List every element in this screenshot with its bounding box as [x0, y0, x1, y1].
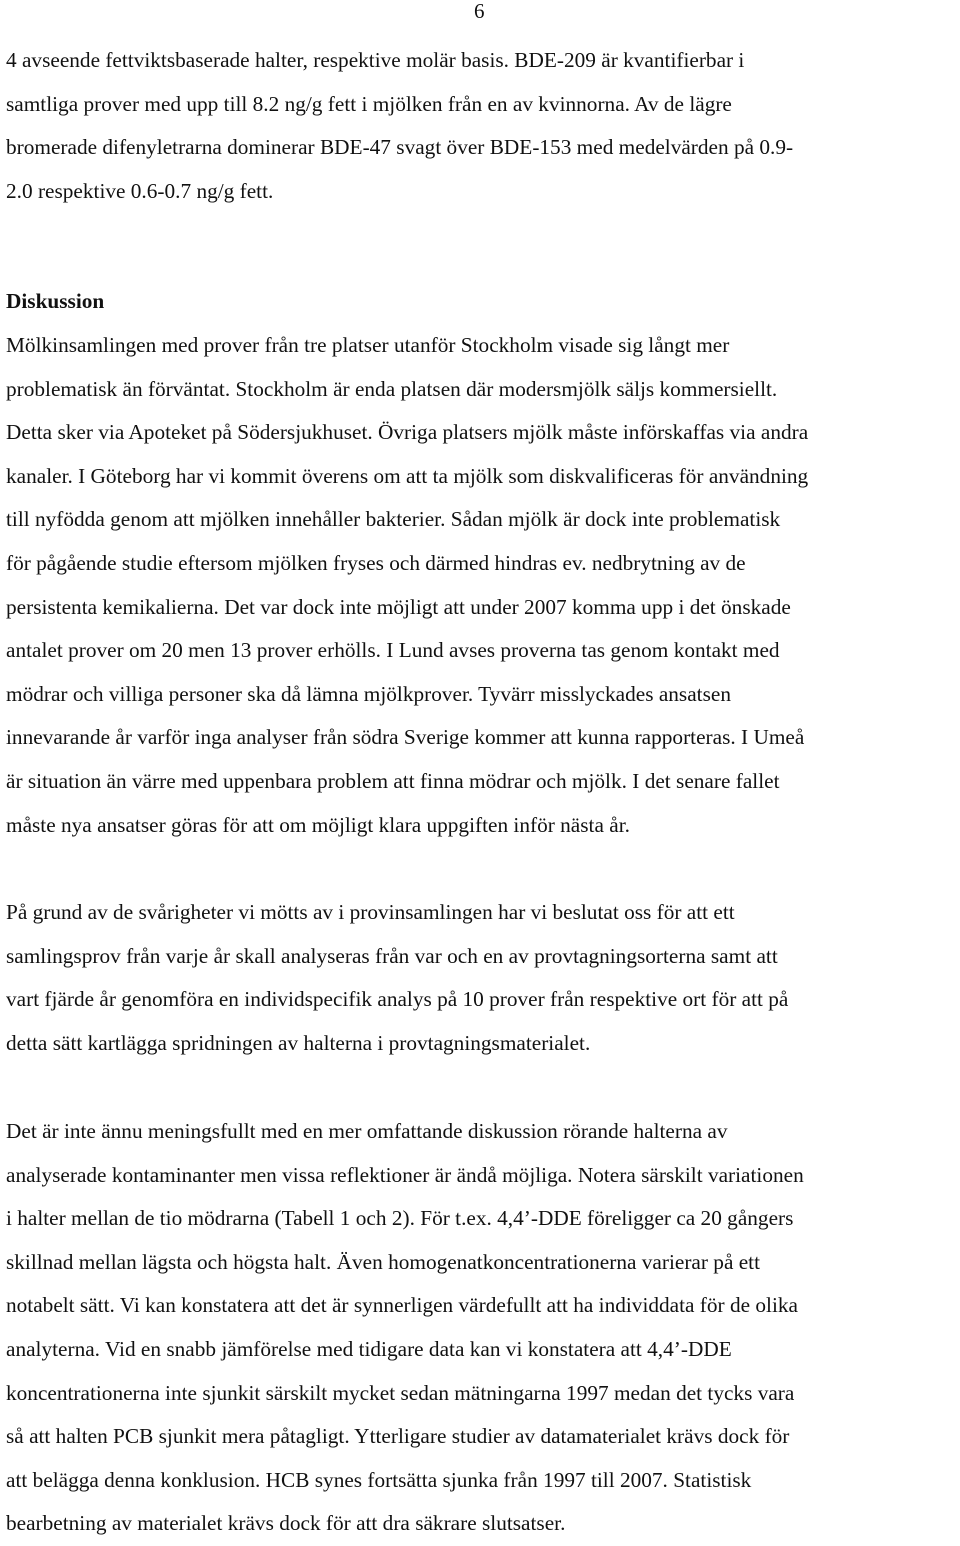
text-line: 2.0 respektive 0.6-0.7 ng/g fett. [6, 178, 274, 203]
paragraph-diskussion [6, 324, 958, 847]
text-line: kanaler. I Göteborg har vi kommit överens om att ta mjölk som diskvalificeras för användning [6, 463, 809, 488]
text-line: analyterna. Vid en snabb jämförelse med tidigare data kan vi konstatera att 4,4’-DDE [6, 1336, 732, 1361]
text-line: persistenta kemikalierna. Det var dock inte möjligt att under 2007 komma upp i det önskade [6, 594, 791, 619]
text-line: att belägga denna konklusion. HCB synes fortsätta sjunka från 1997 till 2007. Statistisk [6, 1467, 752, 1492]
text-line: bearbetning av materialet krävs dock för att dra säkrare slutsatser. [6, 1511, 566, 1536]
section-heading-diskussion: Diskussion [6, 289, 105, 313]
paragraph-reflections [6, 1110, 958, 1546]
text-line: skillnad mellan lägsta och högsta halt. Även homogenatkoncentrationerna varierar på ett [6, 1249, 761, 1274]
paragraph-sampling-decision [6, 891, 958, 1065]
text-line: samtliga prover med upp till 8.2 ng/g fett i mjölken från en av kvinnorna. Av de lägre [6, 91, 732, 116]
text-line: analyserade kontaminanter men vissa reflektioner är ändå möjliga. Notera särskilt variationen [6, 1162, 804, 1187]
text-line: är situation än värre med uppenbara problem att finna mödrar och mjölk. I det senare fallet [6, 768, 780, 793]
text-line: samlingsprov från varje år skall analyseras från var och en av provtagningsorterna samt att [6, 943, 778, 968]
text-line: notabelt sätt. Vi kan konstatera att det är synnerligen värdefullt att ha individdata för de olika [6, 1293, 798, 1318]
text-line: detta sätt kartlägga spridningen av halterna i provtagningsmaterialet. [6, 1030, 591, 1055]
paragraph-results-continued [6, 39, 958, 213]
text-line: På grund av de svårigheter vi mötts av i provinsamlingen har vi beslutat oss för att ett [6, 900, 735, 924]
text-line: till nyfödda genom att mjölken innehåller bakterier. Sådan mjölk är dock inte problematisk [6, 507, 781, 532]
text-line: Detta sker via Apoteket på Södersjukhuset. Övriga platsers mjölk måste införskaffas via andra [6, 420, 809, 445]
text-line: vart fjärde år genomföra en individspecifik analys på 10 prover från respektive ort för att på [6, 987, 789, 1012]
text-line: så att halten PCB sjunkit mera påtagligt. Ytterligare studier av datamaterialet krävs dock för [6, 1424, 790, 1449]
text-line: Det är inte ännu meningsfullt med en mer omfattande diskussion rörande halterna av [6, 1119, 728, 1143]
text-line: problematisk än förväntat. Stockholm är enda platsen där modersmjölk säljs kommersiellt. [6, 376, 778, 401]
text-line: måste nya ansatser göras för att om möjligt klara uppgiften inför nästa år. [6, 812, 630, 837]
page-number: 6 [474, 0, 485, 23]
text-line: mödrar och villiga personer ska då lämna mjölkprover. Tyvärr misslyckades ansatsen [6, 681, 731, 706]
text-line: innevarande år varför inga analyser från södra Sverige kommer att kunna rapporteras. I Umeå [6, 725, 805, 750]
text-line: för pågående studie eftersom mjölken fryses och därmed hindras ev. nedbrytning av de [6, 550, 746, 575]
text-line: Mölkinsamlingen med prover från tre platser utanför Stockholm visade sig långt mer [6, 333, 730, 357]
text-line: bromerade difenyletrarna dominerar BDE-47 svagt över BDE-153 med medelvärden på 0.9- [6, 135, 794, 160]
text-line: 4 avseende fettviktsbaserade halter, respektive molär basis. BDE-209 är kvantifierbar i [6, 48, 745, 72]
text-line: i halter mellan de tio mödrarna (Tabell 1 och 2). För t.ex. 4,4’-DDE föreligger ca 20 gångers [6, 1206, 794, 1231]
text-line: antalet prover om 20 men 13 prover erhölls. I Lund avses proverna tas genom kontakt med [6, 638, 780, 663]
text-line: koncentrationerna inte sjunkit särskilt mycket sedan mätningarna 1997 medan det tycks vara [6, 1380, 795, 1405]
